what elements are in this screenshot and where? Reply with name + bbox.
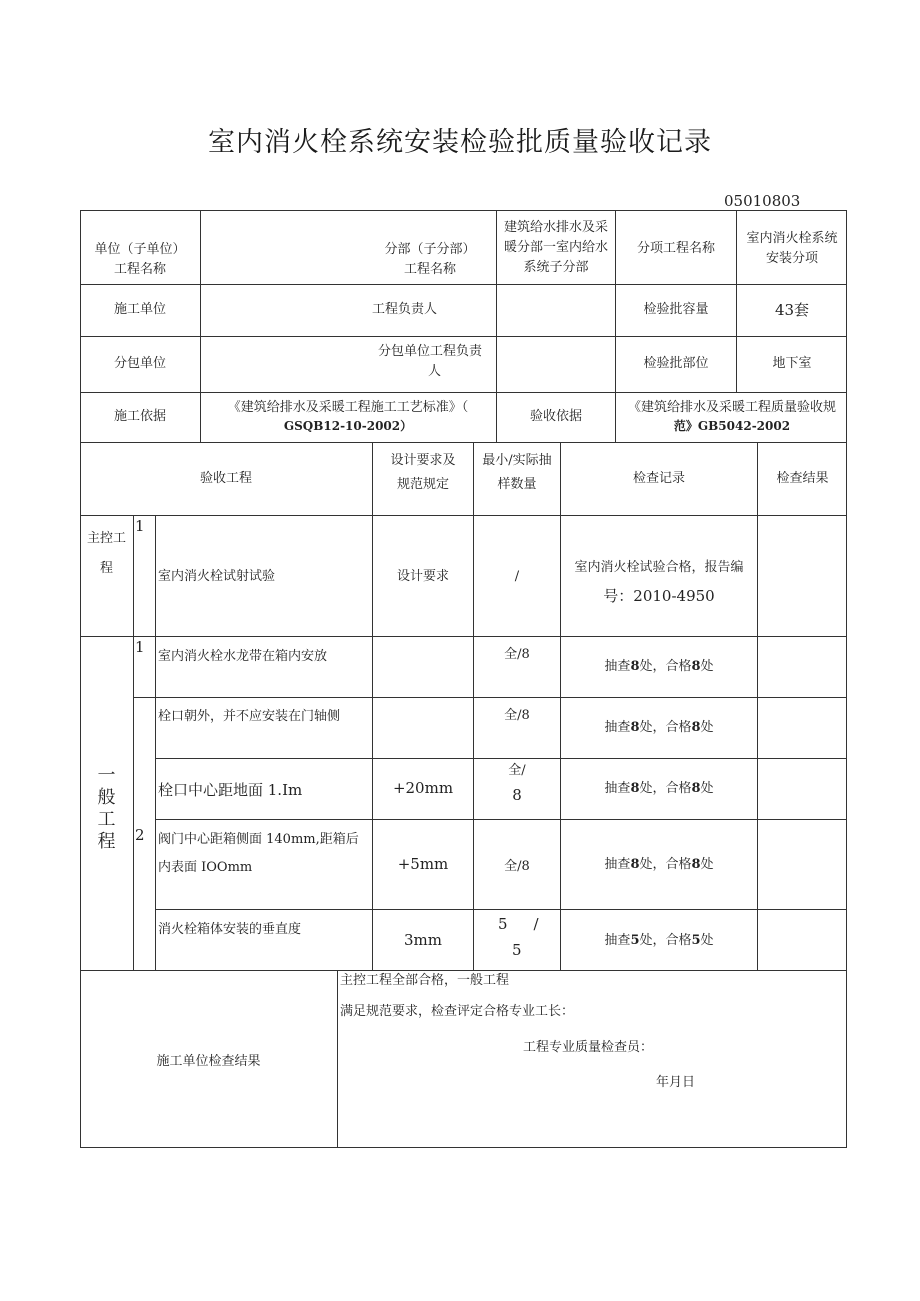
table-row-sample: / (514, 569, 520, 584)
basis-label: 施工依据 (113, 409, 166, 424)
col-sample: 最小/实际抽 样数量 (482, 453, 552, 492)
table-row-design: +20mm (392, 779, 454, 797)
batch-location-label: 检验批部位 (643, 356, 709, 371)
table-row-item: 阀门中心距箱侧面 140mm,距箱后 内表面 IOOmm (158, 832, 359, 875)
acceptance-basis-label: 验收依据 (529, 409, 582, 424)
general-no-2: 2 (135, 826, 145, 844)
table-row-record: 抽查5处，合格5处 (604, 933, 714, 948)
table-row-sample: 全/ 8 (508, 763, 526, 804)
col-result: 检查结果 (776, 471, 829, 486)
footer-line-1: 主控工程全部合格，一般工程 (340, 973, 510, 988)
table-row-record: 抽查8处，合格8处 (604, 781, 714, 796)
table-row-item: 栓口中心距地面 1.Im (158, 781, 303, 799)
batch-capacity-value: 43套 (774, 301, 810, 319)
acceptance-basis-value: 《建筑给排水及采暖工程质量验收规 范》GB5042-2002 (627, 400, 836, 433)
item-name-label: 分项工程名称 (636, 241, 715, 256)
table-row-record: 室内消火栓试验合格，报告编 号：2010-4950 (574, 560, 744, 605)
general-no-1: 1 (135, 638, 145, 656)
table-row-record: 抽查8处，合格8处 (604, 659, 714, 674)
document-title: 室内消火栓系统安装检验批质量验收记录 (208, 127, 712, 158)
table-row-item: 室内消火栓试射试验 (158, 569, 276, 584)
col-project: 验收工程 (199, 471, 252, 486)
footer-line-4: 年月日 (656, 1075, 696, 1090)
general-label: 一 般 工 程 (97, 765, 116, 852)
footer-line-2: 满足规范要求，检查评定合格专业工长： (340, 1004, 575, 1019)
document-code: 05010803 (724, 192, 801, 210)
table-row-item: 栓口朝外，并不应安装在门轴侧 (158, 709, 341, 724)
batch-location-value: 地下室 (772, 356, 812, 371)
sub-lead-label: 分包单位工程负责 人 (378, 344, 483, 379)
table-row-design: 设计要求 (396, 569, 449, 584)
main-control-no: 1 (135, 517, 145, 535)
contractor-label: 施工单位 (113, 302, 166, 317)
project-lead-label: 工程负责人 (372, 302, 438, 317)
table-row-item: 消火栓箱体安装的垂直度 (158, 922, 302, 937)
table-row-design: 3mm (404, 931, 442, 949)
main-control-label: 主控工 程 (86, 531, 126, 576)
unit-name-label: 单位（子单位） 工程名称 (94, 242, 186, 277)
col-record: 检查记录 (632, 471, 685, 486)
table-row-item: 室内消火栓水龙带在箱内安放 (158, 649, 328, 664)
basis-value: 《建筑给排水及采暖工程施工工艺标准》（ GSQB12-10-2002） (227, 400, 469, 433)
batch-capacity-label: 检验批容量 (643, 302, 709, 317)
footer-line-3: 工程专业质量检查员： (523, 1040, 654, 1055)
footer-label: 施工单位检查结果 (156, 1054, 261, 1069)
table-row-record: 抽查8处，合格8处 (604, 857, 714, 872)
subcontractor-label: 分包单位 (113, 356, 166, 371)
table-row-record: 抽查8处，合格8处 (604, 720, 714, 735)
table-row-sample: 5 / 5 (498, 915, 539, 959)
sub-dept-value: 建筑给水排水及采 暖分部一室内给水 系统子分部 (503, 220, 608, 275)
table-row-sample: 全/8 (504, 647, 530, 662)
item-name-value: 室内消火栓系统 安装分项 (746, 231, 838, 266)
col-design: 设计要求及 规范规定 (390, 453, 456, 492)
table-row-sample: 全/8 (504, 708, 530, 723)
table-row-sample: 全/8 (504, 859, 530, 874)
sub-dept-label: 分部（子分部） 工程名称 (384, 242, 476, 277)
table-row-design: +5mm (397, 855, 449, 873)
